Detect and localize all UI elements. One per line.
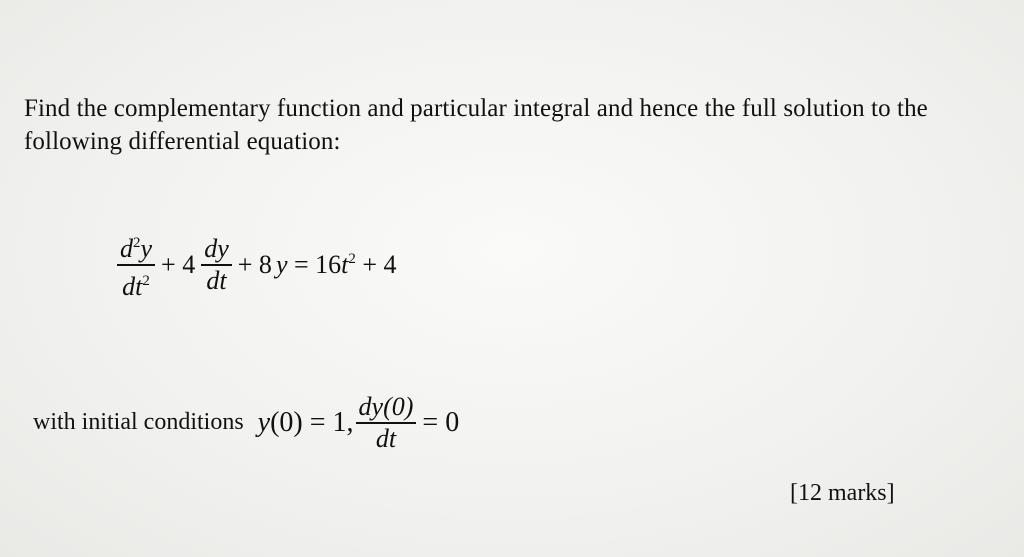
initial-derivative-denominator: dt — [375, 423, 397, 453]
question-text: Find the complementary function and particular integral and hence the full solution to the following differential equation: — [24, 95, 928, 155]
initial-derivative-value: = 0 — [422, 406, 460, 438]
initial-conditions-label: with initial conditions — [33, 409, 244, 436]
first-derivative-denominator: dt — [206, 265, 227, 295]
second-derivative-numerator: $d^2y$ — [120, 234, 153, 263]
term-plus-8: + 8 — [237, 249, 272, 279]
coefficient-plus-4: + 4 — [161, 249, 196, 279]
equation-rhs: $y = 16t^2 + 4$ — [275, 249, 397, 279]
differential-equation — [115, 228, 397, 302]
second-derivative-fraction — [117, 228, 155, 302]
initial-derivative-numerator: dy(0) — [358, 392, 414, 421]
second-derivative-denominator: $dt^2$ — [122, 271, 150, 301]
initial-derivative-fraction — [356, 392, 417, 454]
first-derivative-fraction — [201, 234, 232, 296]
marks-label: [12 marks] — [790, 480, 895, 506]
first-derivative-numerator: dy — [204, 234, 229, 263]
initial-conditions-expression: y (0) = 1, $\frac{dy(0)}{dt}$ = 0 — [257, 392, 460, 453]
initial-conditions — [33, 392, 463, 454]
